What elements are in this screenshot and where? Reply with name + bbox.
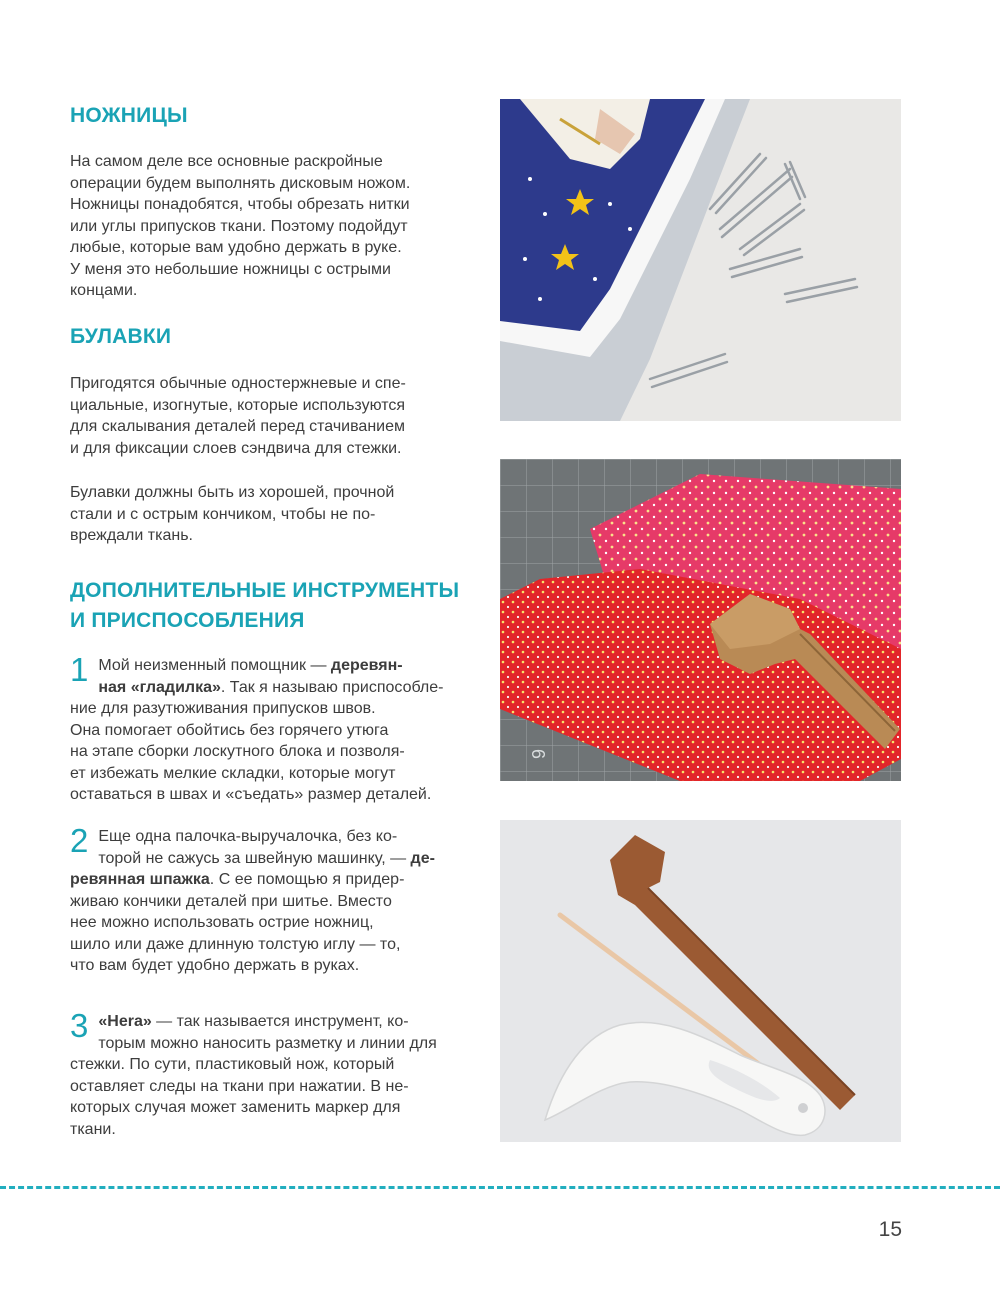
text-line: для скалывания деталей перед стачиванием — [70, 418, 405, 435]
photo-wooden-presser — [500, 459, 901, 781]
text-line: шило или даже длинную толстую иглу — то, — [70, 935, 401, 953]
text-line: торой не сажусь за швейную машинку, — де- — [98, 849, 435, 867]
item-number: 3 — [70, 1007, 89, 1044]
text-line: Ножницы понадобятся, чтобы обрезать нитки — [70, 196, 410, 213]
text-line: Пригодятся обычные одностержневые и спе- — [70, 375, 406, 392]
text-line: ная «гладилка». Так я называю приспособле- — [98, 678, 444, 696]
heading-pins: БУЛАВКИ — [70, 325, 172, 348]
text-line: У меня это небольшие ножницы с острыми — [70, 260, 391, 278]
text-line: оставаться в швах и «съедать» размер деталей. — [70, 786, 432, 803]
text-line: ткани. — [70, 1120, 116, 1138]
item-number: 2 — [70, 822, 89, 859]
text-line: или углы припусков ткани. Поэтому подойдут — [70, 217, 408, 235]
text-line: торым можно наносить разметку и линии для — [98, 1034, 437, 1052]
text-line: вреждали ткань. — [70, 527, 193, 544]
text-line: и для фиксации слоев сэндвича для стежки. — [70, 439, 402, 457]
text-line: «Hera» — так называется инструмент, ко- — [98, 1013, 409, 1030]
item-number: 1 — [70, 651, 89, 688]
paragraph-pins-2 — [70, 482, 470, 547]
text-line: ет избежать мелкие складки, которые могут — [70, 764, 396, 782]
photo-safety-pins — [500, 99, 901, 421]
paragraph-pins-1 — [70, 373, 470, 459]
text-line: Она помогает обойтись без горячего утюга — [70, 721, 389, 739]
heading-line: ДОПОЛНИТЕЛЬНЫЕ ИНСТРУМЕНТЫ — [70, 579, 460, 602]
text-line: на этапе сборки лоскутного блока и позволя- — [70, 743, 405, 760]
text-line: Еще одна палочка-выручалочка, без ко- — [98, 828, 398, 845]
text-line: живаю кончики деталей при шитье. Вместо — [70, 892, 392, 910]
text-line: любые, которые вам удобно держать в руке. — [70, 239, 402, 256]
dashed-divider — [0, 1186, 1000, 1189]
photo-wooden-tools-and-hera — [500, 820, 901, 1142]
text-line: Мой неизменный помощник — деревян- — [98, 657, 403, 674]
heading-extra-tools — [70, 576, 470, 636]
text-line: стежки. По сути, пластиковый нож, который — [70, 1056, 395, 1073]
text-line: что вам будет удобно держать в руках. — [70, 957, 360, 974]
paragraph-scissors — [70, 151, 470, 302]
text-line: операции будем выполнять дисковым ножом. — [70, 174, 411, 192]
text-line: циальные, изогнутые, которые используются — [70, 396, 406, 414]
text-line: которых случая может заменить маркер для — [70, 1099, 401, 1116]
page-number: 15 — [878, 1218, 902, 1241]
list-item-2 — [70, 822, 470, 977]
svg-text:9: 9 — [529, 748, 549, 759]
text-line: оставляет следы на ткани при нажатии. В не- — [70, 1077, 409, 1095]
list-item-3 — [70, 1007, 470, 1140]
text-line: ревянная шпажка. С ее помощью я придер- — [70, 871, 405, 888]
heading-line: И ПРИСПОСОБЛЕНИЯ — [70, 609, 305, 632]
text-line: Булавки должны быть из хорошей, прочной — [70, 484, 395, 501]
text-line: концами. — [70, 282, 138, 299]
text-line: На самом деле все основные раскройные — [70, 153, 383, 170]
text-line: ние для разутюживания припусков швов. — [70, 700, 376, 717]
text-line: нее можно использовать острие ножниц, — [70, 914, 374, 931]
list-item-1 — [70, 651, 470, 806]
heading-scissors: НОЖНИЦЫ — [70, 104, 188, 127]
text-line: стали и с острым кончиком, чтобы не по- — [70, 505, 376, 523]
